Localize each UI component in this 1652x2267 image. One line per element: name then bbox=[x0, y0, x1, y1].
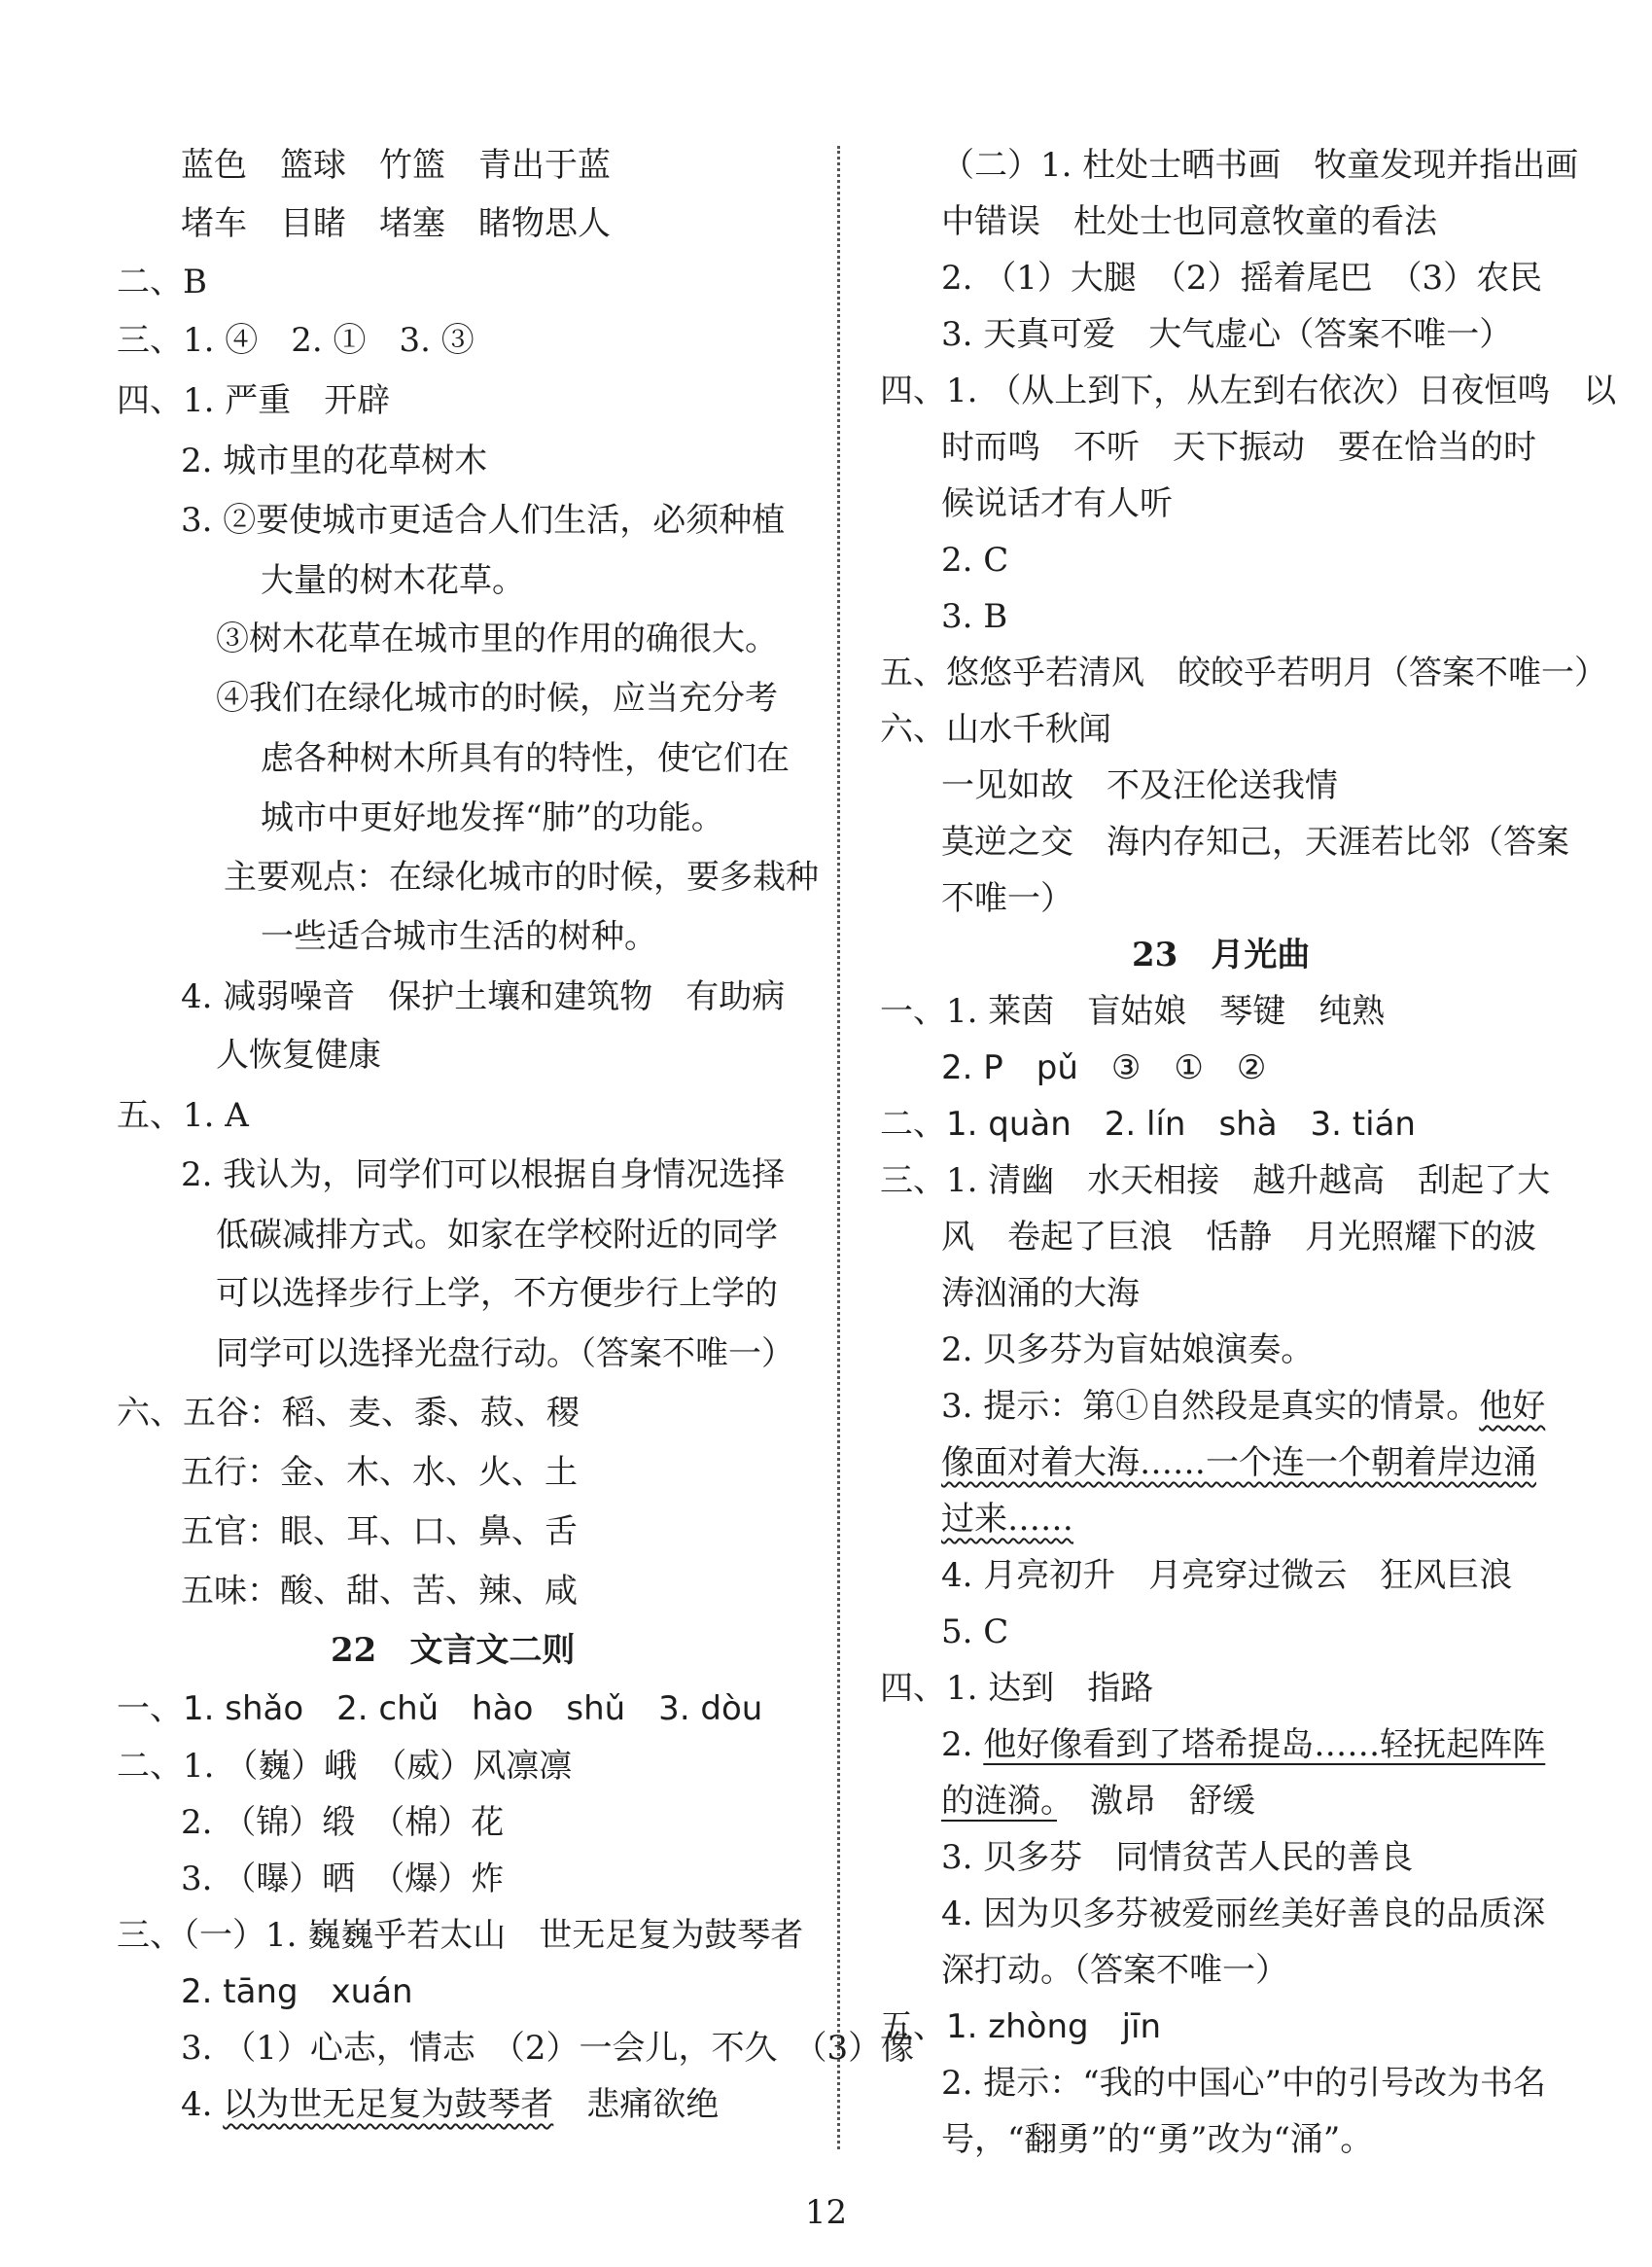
text-line: 四、1. （从上到下，从左到右依次）日夜恒鸣 以 bbox=[880, 372, 1617, 410]
text-line bbox=[941, 1725, 1545, 1764]
text-line: 中错误 杜处士也同意牧童的看法 bbox=[941, 202, 1437, 241]
text-line: （二）1. 杜处士晒书画 牧童发现并指出画 bbox=[941, 146, 1579, 185]
text-line: 一些适合城市生活的树种。 bbox=[261, 917, 657, 956]
text-line: 五、1. zhòng jīn bbox=[880, 2007, 1162, 2046]
text-line: 2. 城市里的花草树木 bbox=[181, 442, 488, 480]
text-line: 可以选择步行上学，不方便步行上学的 bbox=[216, 1274, 778, 1313]
text-line: 城市中更好地发挥“肺”的功能。 bbox=[261, 798, 724, 837]
column-divider bbox=[837, 146, 840, 2149]
text-line: 三、1. 清幽 水天相接 越升越高 刮起了大 bbox=[880, 1161, 1551, 1200]
text-line bbox=[181, 2085, 719, 2124]
text-line: ③树木花草在城市里的作用的确很大。 bbox=[216, 620, 778, 658]
text-line: 人恢复健康 bbox=[216, 1036, 381, 1075]
text-line: 六、五谷：稻、麦、黍、菽、稷 bbox=[117, 1394, 580, 1433]
text-line: 2. （1）大腿 （2）摇着尾巴 （3）农民 bbox=[941, 259, 1543, 298]
text-line: 深打动。（答案不唯一） bbox=[941, 1951, 1288, 1990]
page-number: 12 bbox=[804, 2193, 848, 2232]
text-line: 时而鸣 不听 天下振动 要在恰当的时 bbox=[941, 428, 1536, 467]
text-line: 蓝色 篮球 竹篮 青出于蓝 bbox=[181, 146, 611, 185]
text-line: 3. 贝多芬 同情贫苦人民的善良 bbox=[941, 1838, 1414, 1877]
section-title: 23 月光曲 bbox=[1132, 936, 1311, 974]
text-line: 一、1. 莱茵 盲姑娘 琴键 纯熟 bbox=[880, 992, 1386, 1031]
text-line: 五味：酸、甜、苦、辣、咸 bbox=[181, 1572, 578, 1611]
text-line: 3. 天真可爱 大气虚心（答案不唯一） bbox=[941, 315, 1513, 354]
underlined-text: 他好像看到了塔希提岛……轻抚起阵阵 bbox=[983, 1725, 1546, 1764]
wavy-underlined-text: 他好 bbox=[1479, 1387, 1546, 1426]
answer-text: 悲痛欲绝 bbox=[553, 2085, 720, 2124]
text-line: ④我们在绿化城市的时候，应当充分考 bbox=[216, 679, 778, 718]
text-line: 三、1. ④ 2. ① 3. ③ bbox=[117, 321, 475, 360]
text-line: 2. 提示：“我的中国心”中的引号改为书名 bbox=[941, 2064, 1547, 2103]
text-line: 二、B bbox=[117, 263, 207, 301]
text-line bbox=[941, 1387, 1545, 1426]
section-title: 22 文言文二则 bbox=[331, 1631, 576, 1670]
text-line: 五、悠悠乎若清风 皎皎乎若明月（答案不唯一） bbox=[880, 654, 1607, 692]
answer-text: 3. 提示：第①自然段是真实的情景。 bbox=[941, 1387, 1480, 1426]
text-line: 2. 贝多芬为盲姑娘演奏。 bbox=[941, 1330, 1315, 1369]
text-line: 堵车 目睹 堵塞 睹物思人 bbox=[181, 204, 611, 243]
text-line: 五官：眼、耳、口、鼻、舌 bbox=[181, 1512, 578, 1551]
text-line: 二、1. （巍）峨 （威）风凛凛 bbox=[117, 1747, 573, 1786]
text-line: 5. C bbox=[941, 1612, 1009, 1651]
answer-text: 激昂 舒缓 bbox=[1057, 1782, 1255, 1821]
text-line bbox=[941, 1782, 1255, 1821]
text-line: 大量的树木花草。 bbox=[261, 561, 525, 600]
text-line: 3. ②要使城市更适合人们生活，必须种植 bbox=[181, 501, 786, 540]
text-line: 低碳减排方式。如家在学校附近的同学 bbox=[216, 1216, 778, 1255]
wavy-underlined-text: 以为世无足复为鼓琴者 bbox=[223, 2085, 554, 2124]
text-line: 五、1. A bbox=[117, 1096, 249, 1135]
text-line: 一、1. shǎo 2. chǔ hào shǔ 3. dòu bbox=[117, 1689, 763, 1728]
text-line: 一见如故 不及汪伦送我情 bbox=[941, 766, 1338, 805]
text-line: 3. （1）心志，情志 （2）一会儿，不久 （3）像 bbox=[181, 2029, 915, 2068]
text-line: 主要观点：在绿化城市的时候，要多栽种 bbox=[224, 858, 819, 897]
text-line: 2. P pǔ ③ ① ② bbox=[941, 1048, 1267, 1087]
text-line: 4. 月亮初升 月亮穿过微云 狂风巨浪 bbox=[941, 1556, 1513, 1595]
text-line: 三、（一）1. 巍巍乎若太山 世无足复为鼓琴者 bbox=[117, 1916, 804, 1955]
text-line: 虑各种树木所具有的特性，使它们在 bbox=[261, 739, 790, 778]
text-line: 2. tāng xuán bbox=[181, 1972, 413, 2011]
item-number: 2. bbox=[941, 1725, 984, 1764]
wavy-underlined-text: 像面对着大海……一个连一个朝着岸边涌 bbox=[941, 1443, 1536, 1482]
text-line: 2. C bbox=[941, 541, 1009, 580]
text-line: 莫逆之交 海内存知己，天涯若比邻（答案 bbox=[941, 823, 1569, 862]
text-line: 四、1. 达到 指路 bbox=[880, 1669, 1154, 1708]
text-line: 候说话才有人听 bbox=[941, 484, 1173, 523]
text-line: 涛汹涌的大海 bbox=[941, 1274, 1140, 1313]
text-line: 号，“翻勇”的“勇”改为“涌”。 bbox=[941, 2120, 1374, 2159]
underlined-text: 的涟漪。 bbox=[941, 1782, 1057, 1821]
text-line: 4. 因为贝多芬被爱丽丝美好善良的品质深 bbox=[941, 1895, 1546, 1933]
text-line: 同学可以选择光盘行动。（答案不唯一） bbox=[216, 1334, 794, 1373]
wavy-underlined-text: 过来…… bbox=[941, 1500, 1073, 1539]
text-line: 3. （曝）晒 （爆）炸 bbox=[181, 1860, 505, 1898]
text-line: 风 卷起了巨浪 恬静 月光照耀下的波 bbox=[941, 1218, 1536, 1257]
text-line: 不唯一） bbox=[941, 879, 1073, 918]
text-line: 四、1. 严重 开辟 bbox=[117, 381, 391, 420]
text-line: 二、1. quàn 2. lín shà 3. tián bbox=[880, 1105, 1416, 1144]
text-line: 六、山水千秋闻 bbox=[880, 710, 1111, 749]
item-number: 4. bbox=[181, 2085, 224, 2124]
text-line: 2. 我认为，同学们可以根据自身情况选择 bbox=[181, 1155, 786, 1194]
text-line: 2. （锦）缎 （棉）花 bbox=[181, 1803, 505, 1842]
text-line: 4. 减弱噪音 保护土壤和建筑物 有助病 bbox=[181, 977, 786, 1016]
text-line: 五行：金、木、水、火、土 bbox=[181, 1453, 578, 1492]
text-line: 3. B bbox=[941, 597, 1008, 636]
